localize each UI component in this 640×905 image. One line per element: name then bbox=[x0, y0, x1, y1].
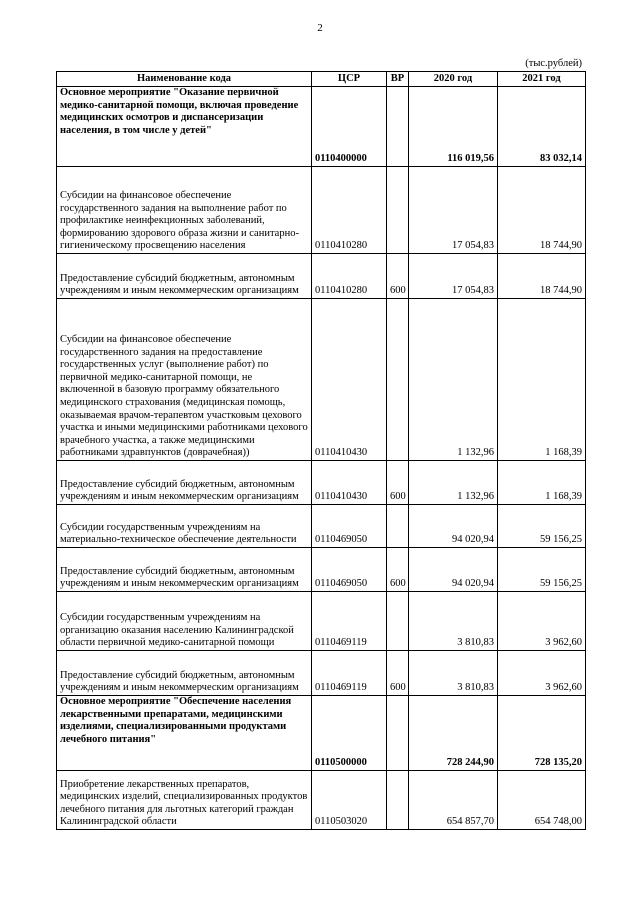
row-name: Предоставление субсидий бюджетным, автономным учреждениям и иным некоммерческим организациям bbox=[57, 461, 312, 505]
table-row bbox=[57, 651, 586, 696]
row-2020: 728 244,90 bbox=[409, 696, 498, 771]
row-vr bbox=[387, 299, 409, 461]
header-vr: ВР bbox=[387, 72, 409, 87]
row-2021: 3 962,60 bbox=[498, 651, 586, 696]
row-2020: 654 857,70 bbox=[409, 771, 498, 830]
row-2021: 654 748,00 bbox=[498, 771, 586, 830]
row-2021: 59 156,25 bbox=[498, 505, 586, 548]
row-name: Основное мероприятие "Оказание первичной медико-санитарной помощи, включая проведение медицинских осмотров и диспансеризации населения, в том числе у детей" bbox=[57, 87, 312, 167]
row-2021: 728 135,20 bbox=[498, 696, 586, 771]
row-2021: 83 032,14 bbox=[498, 87, 586, 167]
row-vr: 600 bbox=[387, 548, 409, 592]
units-note: (тыс.рублей) bbox=[525, 58, 582, 69]
row-2021: 1 168,39 bbox=[498, 461, 586, 505]
row-csr: 0110410280 bbox=[312, 254, 387, 299]
row-2020: 94 020,94 bbox=[409, 548, 498, 592]
row-vr bbox=[387, 696, 409, 771]
row-name: Приобретение лекарственных препаратов, медицинских изделий, специализированных продуктов лечебного питания для льготных категорий граждан Калининградской области bbox=[57, 771, 312, 830]
row-name: Предоставление субсидий бюджетным, автономным учреждениям и иным некоммерческим организациям bbox=[57, 254, 312, 299]
row-2020: 1 132,96 bbox=[409, 461, 498, 505]
table-row bbox=[57, 592, 586, 651]
row-csr: 0110469050 bbox=[312, 505, 387, 548]
table-row bbox=[57, 87, 586, 167]
row-2021: 18 744,90 bbox=[498, 167, 586, 254]
row-2021: 1 168,39 bbox=[498, 299, 586, 461]
row-vr bbox=[387, 87, 409, 167]
row-name: Предоставление субсидий бюджетным, автономным учреждениям и иным некоммерческим организациям bbox=[57, 651, 312, 696]
row-2020: 3 810,83 bbox=[409, 592, 498, 651]
row-vr: 600 bbox=[387, 461, 409, 505]
table-row bbox=[57, 461, 586, 505]
row-name: Субсидии государственным учреждениям на организацию оказания населению Калининградской области первичной медико-санитарной помощи bbox=[57, 592, 312, 651]
row-vr bbox=[387, 771, 409, 830]
row-csr: 0110410430 bbox=[312, 461, 387, 505]
table-row bbox=[57, 299, 586, 461]
table-row bbox=[57, 696, 586, 771]
table-row bbox=[57, 548, 586, 592]
row-vr bbox=[387, 505, 409, 548]
row-csr: 0110469119 bbox=[312, 651, 387, 696]
row-name: Субсидии на финансовое обеспечение государственного задания на предоставление государственных услуг (выполнение работ) по первичной медико-санитарной помощи, не включенной в базовую программу обязательного медицинского страхования (медицинская помощь, оказываемая врачом-терапевтом участковым цехового участка и иными медицинскими работниками цехового врачебного участка, а также медицинскими работниками здравпунктов (доврачебная)) bbox=[57, 299, 312, 461]
row-name: Основное мероприятие "Обеспечение населения лекарственными препаратами, медицинскими изделиями, специализированными продуктами лечебного питания" bbox=[57, 696, 312, 771]
row-csr: 0110410430 bbox=[312, 299, 387, 461]
row-2020: 1 132,96 bbox=[409, 299, 498, 461]
row-2020: 3 810,83 bbox=[409, 651, 498, 696]
row-2020: 17 054,83 bbox=[409, 254, 498, 299]
row-csr: 0110469050 bbox=[312, 548, 387, 592]
header-2021: 2021 год bbox=[498, 72, 586, 87]
row-csr: 0110500000 bbox=[312, 696, 387, 771]
header-2020: 2020 год bbox=[409, 72, 498, 87]
row-vr: 600 bbox=[387, 651, 409, 696]
row-2020: 116 019,56 bbox=[409, 87, 498, 167]
table-row bbox=[57, 167, 586, 254]
table-row bbox=[57, 254, 586, 299]
table-header-row bbox=[57, 72, 586, 87]
row-csr: 0110503020 bbox=[312, 771, 387, 830]
row-2021: 59 156,25 bbox=[498, 548, 586, 592]
row-2020: 94 020,94 bbox=[409, 505, 498, 548]
row-csr: 0110400000 bbox=[312, 87, 387, 167]
row-name: Субсидии на финансовое обеспечение государственного задания на выполнение работ по профилактике неинфекционных заболеваний, формированию здорового образа жизни и санитарно-гигиеническому просвещению населения bbox=[57, 167, 312, 254]
row-vr: 600 bbox=[387, 254, 409, 299]
page-number: 2 bbox=[317, 22, 323, 34]
row-vr bbox=[387, 167, 409, 254]
row-name: Субсидии государственным учреждениям на материально-техническое обеспечение деятельности bbox=[57, 505, 312, 548]
header-csr: ЦСР bbox=[312, 72, 387, 87]
row-2020: 17 054,83 bbox=[409, 167, 498, 254]
row-csr: 0110469119 bbox=[312, 592, 387, 651]
budget-table bbox=[56, 71, 586, 830]
header-name: Наименование кода bbox=[57, 72, 312, 87]
row-csr: 0110410280 bbox=[312, 167, 387, 254]
row-name: Предоставление субсидий бюджетным, автономным учреждениям и иным некоммерческим организациям bbox=[57, 548, 312, 592]
table-row bbox=[57, 505, 586, 548]
row-vr bbox=[387, 592, 409, 651]
row-2021: 18 744,90 bbox=[498, 254, 586, 299]
row-2021: 3 962,60 bbox=[498, 592, 586, 651]
table-row bbox=[57, 771, 586, 830]
